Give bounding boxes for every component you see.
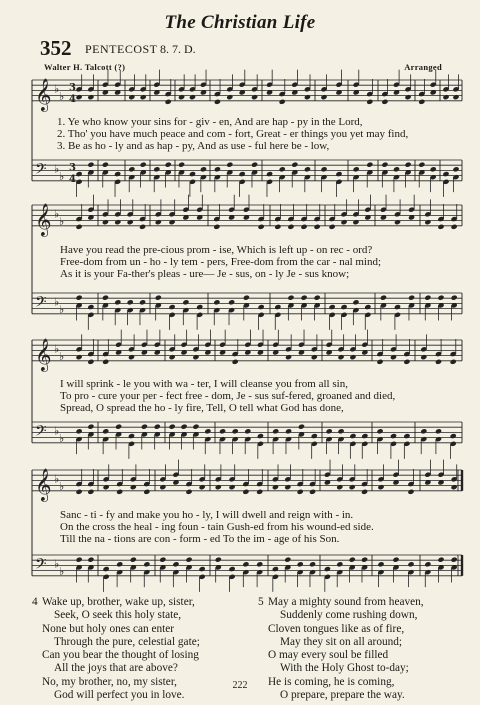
- note-head: [185, 557, 192, 563]
- note-head: [256, 561, 263, 567]
- note-head: [309, 489, 316, 495]
- note-head: [394, 304, 401, 310]
- flat-icon: ♭: [54, 424, 60, 438]
- note-head: [297, 489, 304, 495]
- note-head: [189, 94, 196, 100]
- note-head: [349, 354, 356, 360]
- note-head: [128, 94, 135, 100]
- note-head: [418, 162, 425, 168]
- note-head: [127, 219, 134, 225]
- note-head: [336, 561, 343, 567]
- stanza-line: Through the pure, celestial gate;: [54, 635, 200, 648]
- note-head: [204, 428, 211, 434]
- note-head: [285, 428, 292, 434]
- note-head: [169, 354, 176, 360]
- note-head: [76, 94, 83, 100]
- note-head: [199, 484, 206, 490]
- note-head: [287, 295, 294, 301]
- meter: 8. 7. D.: [160, 42, 196, 56]
- note-head: [199, 566, 206, 572]
- stanza-line: Wake up, brother, wake up, sister,: [42, 596, 195, 608]
- bass-clef-icon: 𝄢: [35, 160, 47, 182]
- page-number: 222: [232, 680, 248, 691]
- note-head: [284, 484, 291, 490]
- note-head: [114, 299, 121, 305]
- note-head: [361, 557, 368, 563]
- stanza-line: May they sit on all around;: [280, 635, 403, 648]
- note-head: [390, 354, 397, 360]
- note-head: [279, 99, 286, 105]
- hymn-number: 352: [40, 36, 72, 60]
- stanza-5-number: 5: [258, 596, 264, 608]
- note-head: [279, 166, 286, 172]
- stanza-line: Cloven tongues like as of fire,: [268, 622, 405, 635]
- treble-clef-icon: 𝄞: [35, 337, 52, 371]
- treble-clef-icon: 𝄞: [35, 467, 52, 501]
- note-head: [114, 219, 121, 225]
- note-head: [291, 162, 298, 168]
- note-head: [300, 224, 307, 230]
- note-head: [192, 354, 199, 360]
- note-head: [232, 428, 239, 434]
- note-head: [258, 304, 265, 310]
- note-head: [381, 162, 388, 168]
- note-head: [180, 424, 187, 430]
- note-head: [407, 561, 414, 567]
- note-head: [256, 489, 263, 495]
- note-head: [361, 433, 368, 439]
- note-head: [393, 166, 400, 172]
- time-signature: 3: [69, 82, 76, 94]
- note-head: [229, 484, 236, 490]
- note-head: [76, 171, 83, 177]
- note-head: [304, 94, 311, 100]
- note-head: [274, 224, 281, 230]
- note-head: [376, 428, 383, 434]
- note-head: [418, 99, 425, 105]
- note-head: [116, 489, 123, 495]
- note-head: [408, 295, 415, 301]
- note-head: [115, 424, 122, 430]
- flat-icon: ♭: [54, 342, 60, 356]
- note-head: [228, 299, 235, 305]
- note-head: [335, 171, 342, 177]
- lyric-line: As it is your Fa-ther's pleas - ure— Je - sus, on - ly Je - sus know;: [60, 268, 350, 280]
- note-head: [141, 424, 148, 430]
- time-signature: 3: [69, 162, 76, 174]
- note-head: [337, 354, 344, 360]
- note-head: [155, 219, 162, 225]
- note-head: [127, 299, 134, 305]
- lyric-line: Have you read the pre-cious prom - ise, Which is left up - on rec - ord?: [60, 244, 373, 256]
- note-head: [450, 433, 457, 439]
- note-head: [87, 359, 94, 365]
- flat-icon: ♭: [54, 207, 60, 221]
- running-header: The Christian Life: [164, 12, 316, 33]
- note-head: [451, 295, 458, 301]
- note-head: [165, 99, 172, 105]
- note-head: [451, 557, 458, 563]
- note-head: [139, 224, 146, 230]
- stanza-line: None but holy ones can enter: [42, 622, 175, 635]
- note-head: [300, 295, 307, 301]
- flat-icon: ♭: [54, 295, 60, 309]
- note-head: [366, 162, 373, 168]
- note-head: [435, 359, 442, 365]
- note-head: [320, 166, 327, 172]
- note-head: [349, 433, 356, 439]
- note-head: [232, 359, 239, 365]
- note-head: [452, 94, 459, 100]
- stanza-line: No, my brother, no, my sister,: [42, 675, 177, 688]
- stanza-line: Seek, O seek this holy state,: [54, 609, 182, 622]
- bass-clef-icon: 𝄢: [35, 293, 47, 315]
- note-head: [154, 424, 161, 430]
- note-head: [185, 489, 192, 495]
- note-head: [380, 295, 387, 301]
- note-head: [242, 561, 249, 567]
- note-head: [258, 224, 265, 230]
- note-head: [178, 94, 185, 100]
- note-head: [165, 162, 172, 168]
- note-head: [116, 561, 123, 567]
- note-head: [337, 428, 344, 434]
- note-head: [196, 304, 203, 310]
- note-head: [87, 557, 94, 563]
- note-head: [169, 424, 176, 430]
- note-head: [407, 489, 414, 495]
- note-head: [452, 166, 459, 172]
- flat-icon: ♭: [59, 480, 65, 494]
- note-head: [424, 561, 431, 567]
- note-head: [257, 433, 264, 439]
- note-head: [182, 299, 189, 305]
- note-head: [76, 354, 83, 360]
- note-head: [377, 484, 384, 490]
- lyric-line: Sanc - ti - fy and make you ho - ly, I will dwell and reign with - in.: [60, 509, 354, 521]
- lyric-line: On the cross the heal - ing foun - tain Gush-ed from his wound-ed side.: [60, 521, 374, 533]
- note-head: [349, 484, 356, 490]
- flat-icon: ♭: [59, 170, 65, 184]
- note-head: [143, 561, 150, 567]
- note-head: [128, 166, 135, 172]
- note-head: [87, 304, 94, 310]
- note-head: [139, 299, 146, 305]
- note-head: [430, 166, 437, 172]
- treble-clef-icon: 𝄞: [35, 77, 52, 111]
- note-head: [140, 162, 147, 168]
- note-head: [442, 94, 449, 100]
- note-head: [251, 94, 258, 100]
- note-head: [87, 94, 94, 100]
- note-head: [451, 224, 458, 230]
- note-head: [192, 424, 199, 430]
- stanza-line: O prepare, prepare the way.: [280, 689, 405, 702]
- lyric-line: 1. Ye who know your sins for - giv - en, And are hap - py in the Lord,: [57, 116, 363, 128]
- flat-icon: ♭: [59, 565, 65, 579]
- note-head: [320, 94, 327, 100]
- note-head: [103, 484, 110, 490]
- note-head: [285, 354, 292, 360]
- flat-icon: ♭: [54, 82, 60, 96]
- note-head: [340, 304, 347, 310]
- note-head: [309, 561, 316, 567]
- flat-icon: ♭: [54, 472, 60, 486]
- note-head: [450, 359, 457, 365]
- note-head: [314, 224, 321, 230]
- note-head: [424, 219, 431, 225]
- note-head: [140, 94, 147, 100]
- note-head: [102, 295, 109, 301]
- note-head: [329, 224, 336, 230]
- note-head: [213, 299, 220, 305]
- note-head: [326, 428, 333, 434]
- note-head: [324, 566, 331, 572]
- stanza-line: All the joys that are above?: [54, 662, 178, 675]
- note-head: [242, 489, 249, 495]
- note-head: [200, 166, 207, 172]
- note-head: [404, 94, 411, 100]
- stanza-line: O may every soul be filled: [268, 649, 389, 662]
- time-signature: 4: [69, 93, 76, 105]
- note-head: [128, 354, 135, 360]
- note-head: [169, 304, 176, 310]
- note-head: [178, 162, 185, 168]
- note-head: [340, 219, 347, 225]
- note-head: [420, 354, 427, 360]
- note-head: [352, 299, 359, 305]
- note-head: [102, 219, 109, 225]
- note-head: [272, 484, 279, 490]
- note-head: [159, 484, 166, 490]
- note-head: [130, 484, 137, 490]
- note-head: [390, 433, 397, 439]
- note-head: [87, 489, 94, 495]
- stanza-line: He is coming, he is coming,: [268, 675, 395, 688]
- note-head: [76, 489, 83, 495]
- note-head: [226, 94, 233, 100]
- tune-name: PENTECOST: [85, 42, 158, 56]
- note-head: [311, 433, 318, 439]
- lyric-line: 3. Be as ho - ly and as hap - py, And as use - ful here be - low,: [57, 140, 330, 152]
- note-head: [353, 166, 360, 172]
- note-head: [251, 162, 258, 168]
- stanza-line: May a mighty sound from heaven,: [268, 596, 424, 608]
- note-head: [404, 162, 411, 168]
- note-head: [377, 561, 384, 567]
- note-head: [451, 484, 458, 490]
- note-head: [219, 428, 226, 434]
- note-head: [213, 224, 220, 230]
- stanza-4-number: 4: [32, 596, 38, 608]
- note-head: [403, 433, 410, 439]
- note-head: [215, 557, 222, 563]
- note-head: [229, 566, 236, 572]
- note-head: [272, 428, 279, 434]
- note-head: [424, 295, 431, 301]
- note-head: [153, 166, 160, 172]
- note-head: [155, 295, 162, 301]
- bass-clef-icon: 𝄢: [35, 422, 47, 444]
- note-head: [392, 557, 399, 563]
- author-credit: Walter H. Talcott (?): [44, 62, 126, 72]
- note-head: [76, 557, 83, 563]
- note-head: [297, 561, 304, 567]
- note-head: [128, 433, 135, 439]
- note-head: [244, 428, 251, 434]
- note-head: [352, 219, 359, 225]
- note-head: [76, 428, 83, 434]
- note-head: [381, 99, 388, 105]
- note-head: [349, 557, 356, 563]
- flat-icon: ♭: [59, 350, 65, 364]
- note-head: [272, 566, 279, 572]
- note-head: [102, 359, 109, 365]
- note-head: [304, 166, 311, 172]
- note-head: [394, 219, 401, 225]
- note-head: [435, 428, 442, 434]
- bass-clef-icon: 𝄢: [35, 555, 47, 577]
- note-head: [284, 557, 291, 563]
- note-head: [243, 295, 250, 301]
- note-head: [76, 224, 83, 230]
- note-head: [143, 489, 150, 495]
- note-head: [102, 162, 109, 168]
- note-head: [214, 166, 221, 172]
- note-head: [329, 304, 336, 310]
- lyric-line: I will sprink - le you with wa - ter, I will cleanse you from all sin,: [60, 378, 348, 390]
- lyric-line: Till the na - tions are con - form - ed To the im - age of his Son.: [60, 533, 340, 545]
- flat-icon: ♭: [59, 303, 65, 317]
- flat-icon: ♭: [54, 162, 60, 176]
- note-head: [274, 304, 281, 310]
- note-head: [214, 99, 221, 105]
- note-head: [420, 428, 427, 434]
- note-head: [215, 484, 222, 490]
- stanza-line: God will perfect you in love.: [54, 689, 185, 702]
- note-head: [298, 424, 305, 430]
- lyric-line: Spread, O spread the ho - ly fire, Tell, O tell what God has done,: [60, 402, 344, 414]
- note-head: [437, 557, 444, 563]
- note-head: [103, 566, 110, 572]
- lyric-line: 2. Tho' you have much peace and com - fort, Great - er things you yet may find,: [57, 128, 409, 140]
- note-head: [159, 557, 166, 563]
- treble-clef-icon: 𝄞: [35, 202, 52, 236]
- note-head: [102, 428, 109, 434]
- flat-icon: ♭: [59, 432, 65, 446]
- note-head: [266, 171, 273, 177]
- stanza-line: With the Holy Ghost to-day;: [280, 662, 409, 675]
- note-head: [226, 162, 233, 168]
- stanza-line: Suddenly come rushing down,: [280, 609, 418, 622]
- flat-icon: ♭: [59, 90, 65, 104]
- note-head: [437, 295, 444, 301]
- time-signature: 4: [69, 173, 76, 185]
- note-head: [364, 304, 371, 310]
- note-head: [239, 171, 246, 177]
- stanza-line: Can you bear the thought of losing: [42, 649, 199, 662]
- note-head: [366, 99, 373, 105]
- note-head: [442, 171, 449, 177]
- note-head: [311, 354, 318, 360]
- flat-icon: ♭: [54, 557, 60, 571]
- note-head: [189, 171, 196, 177]
- note-head: [114, 171, 121, 177]
- note-head: [172, 561, 179, 567]
- flat-icon: ♭: [59, 215, 65, 229]
- note-head: [76, 295, 83, 301]
- note-head: [376, 359, 383, 365]
- note-head: [336, 484, 343, 490]
- note-head: [287, 224, 294, 230]
- lyric-line: Free-dom from un - ho - ly tem - pers, Free-dom from the car - nal mind;: [60, 256, 382, 268]
- note-head: [130, 557, 137, 563]
- note-head: [169, 219, 176, 225]
- arranger-credit: Arranged: [404, 62, 442, 72]
- note-head: [437, 224, 444, 230]
- note-head: [314, 295, 321, 301]
- lyric-line: To pro - cure your per - fect free - dom, Je - sus suf-fered, groaned and died,: [60, 390, 396, 402]
- note-head: [87, 162, 94, 168]
- note-head: [361, 489, 368, 495]
- note-head: [87, 424, 94, 430]
- note-head: [403, 359, 410, 365]
